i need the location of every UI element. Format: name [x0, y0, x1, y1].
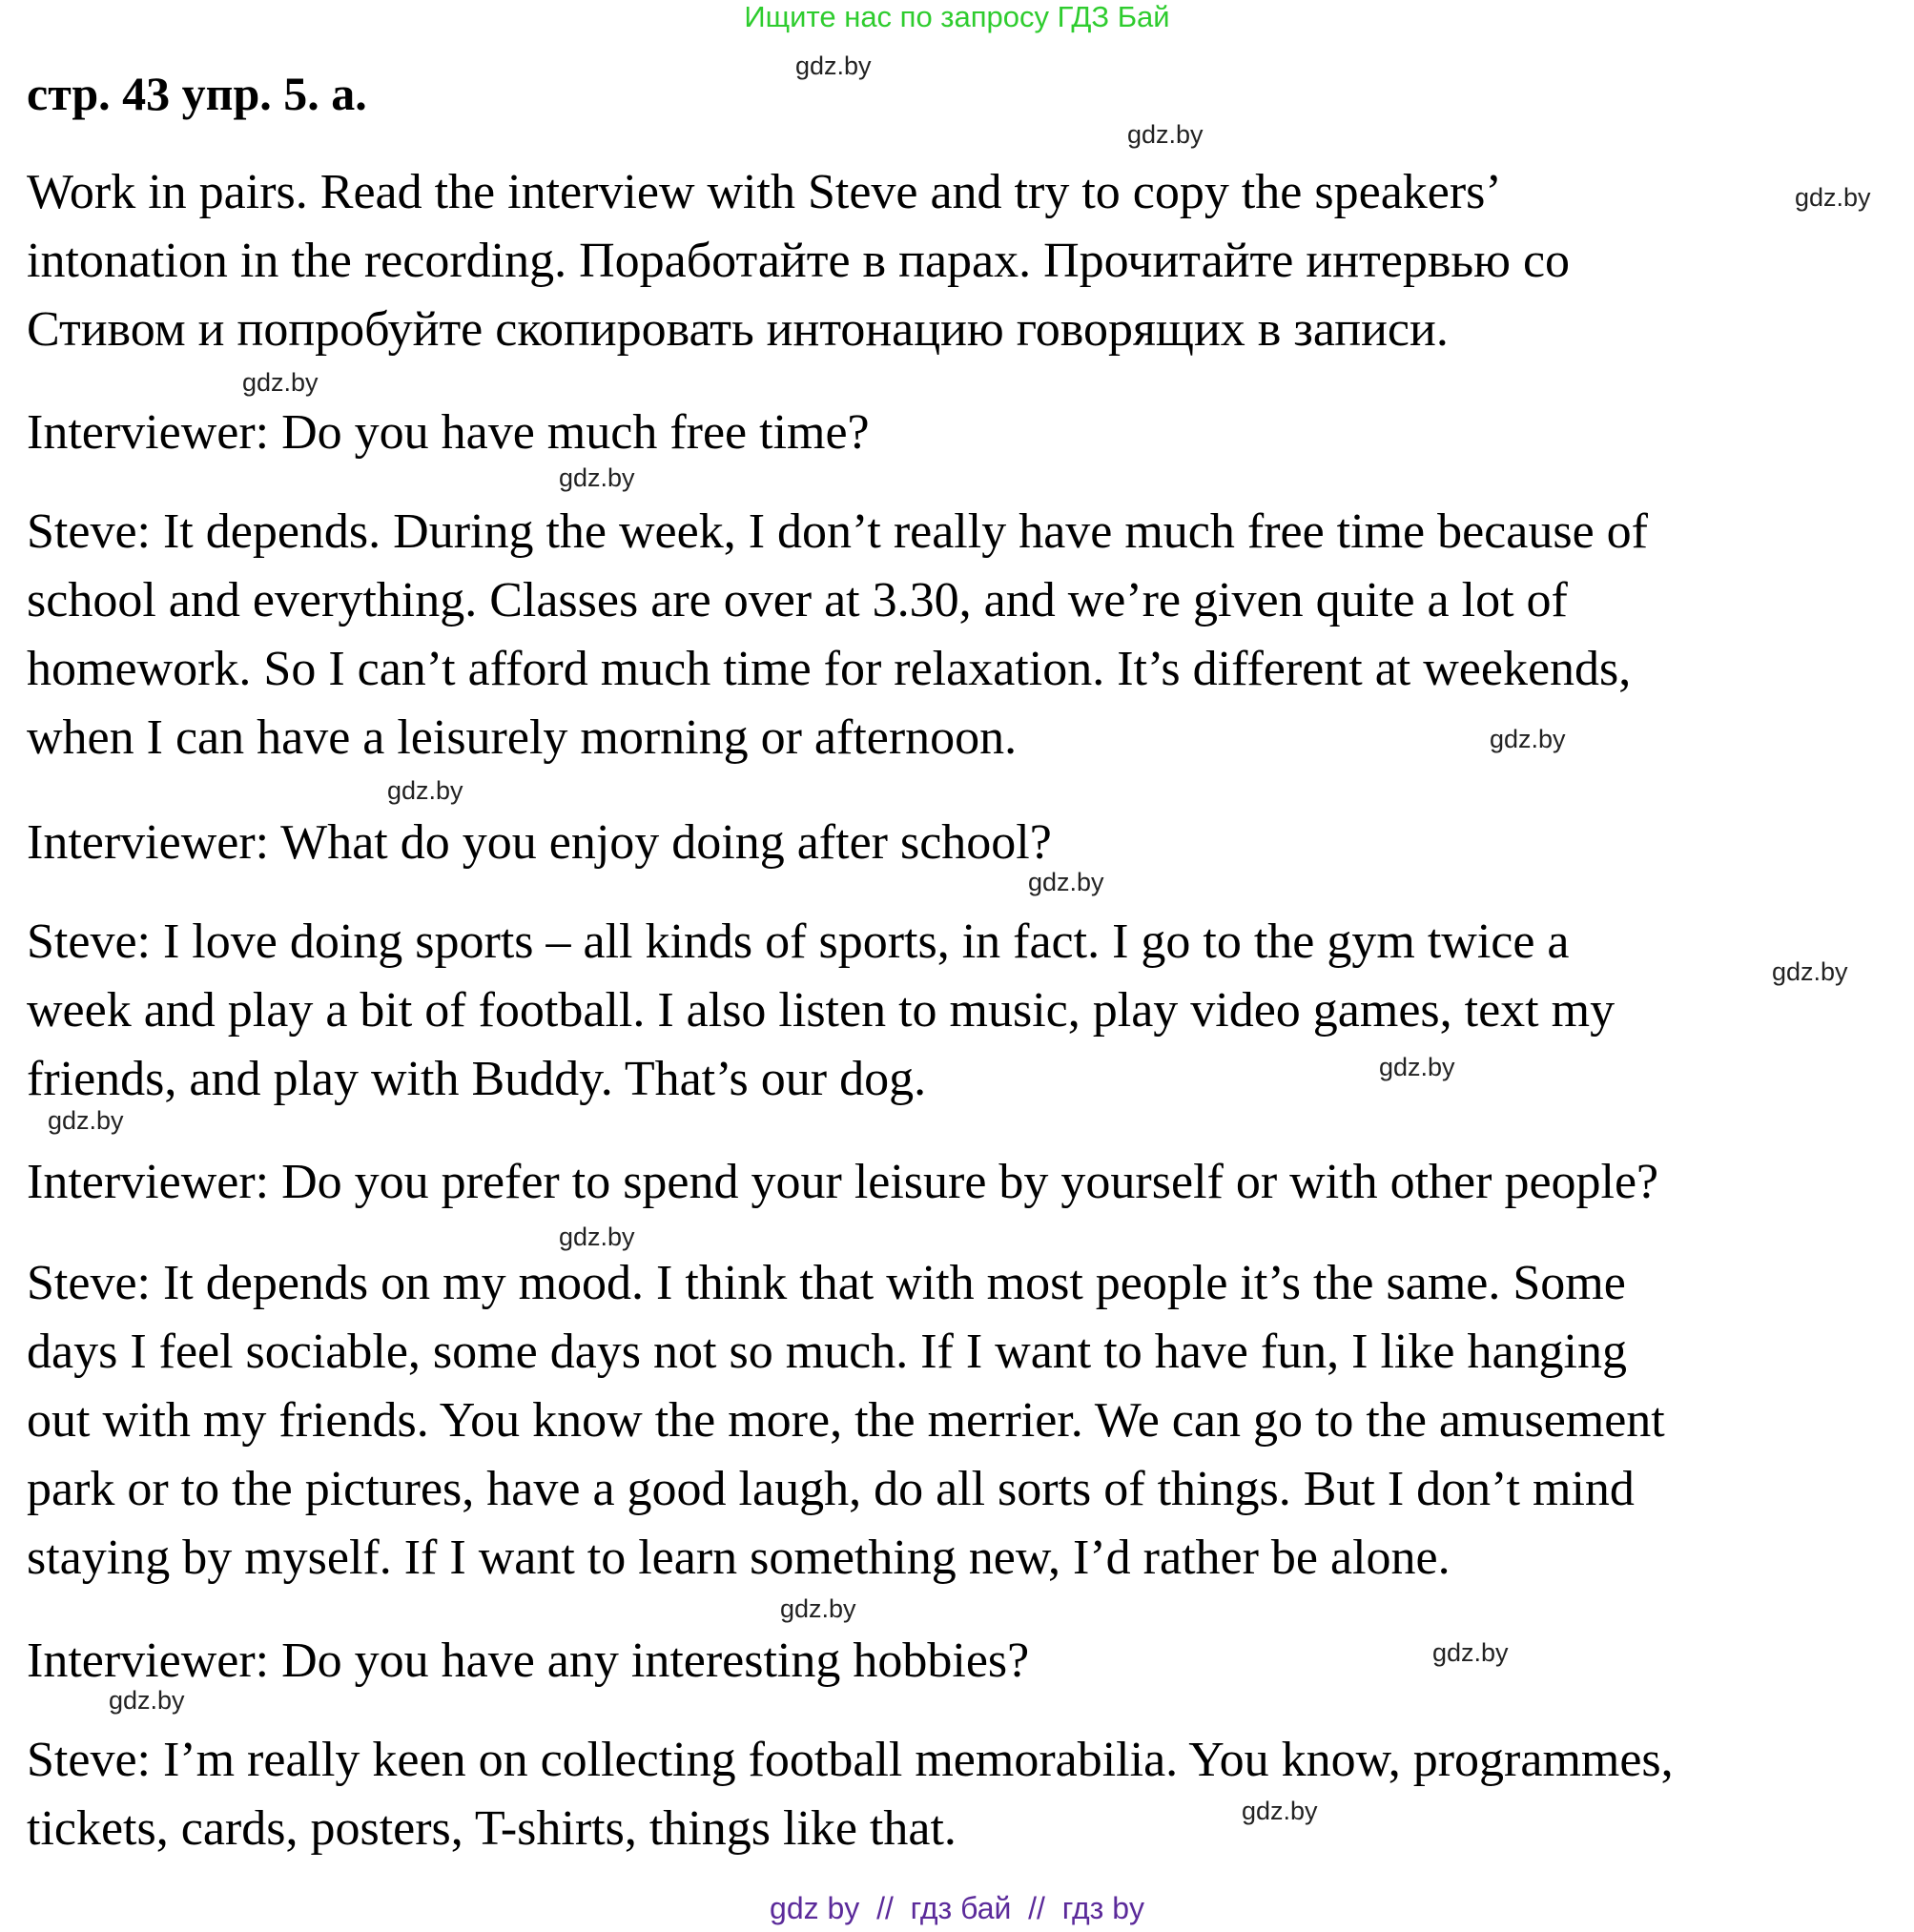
- dialogue-turn-steve: Steve: I love doing sports – all kinds of sports, in fact. I go to the gym twice a week and play a bit of football. I also listen to music, play video games, text my friends, and play with Buddy. That’s our dog.: [27, 915, 1616, 1106]
- watermark: gdz.by: [1432, 1638, 1509, 1667]
- watermark: gdz.by: [780, 1594, 856, 1623]
- watermark: gdz.by: [1772, 957, 1848, 986]
- dialogue-turn-interviewer: Interviewer: Do you prefer to spend your leisure by yourself or with other people?: [27, 1155, 1659, 1209]
- watermark: gdz.by: [559, 1223, 635, 1251]
- dialogue-turn-steve: Steve: I’m really keen on collecting football memorabilia. You know, programmes, tickets, cards, posters, T-shirts, things like that.: [27, 1733, 1674, 1856]
- top-banner: Ищите нас по запросу ГДЗ Бай: [744, 0, 1170, 33]
- task-instruction: Work in pairs. Read the interview with Steve and try to copy the speakers’ intonation in the recording. Поработайте в парах. Прочитайте интервью со Стивом и попробуйте скопировать интонацию говорящих в записи.: [27, 165, 1571, 357]
- watermark: gdz.by: [242, 368, 319, 397]
- watermark: gdz.by: [795, 51, 872, 80]
- footer-links: gdz by // гдз бай // гдз by: [770, 1891, 1144, 1925]
- dialogue-turn-steve: Steve: It depends. During the week, I don’t really have much free time because of school and everything. Classes are over at 3.30, and we’re given quite a lot of homework. So I can’t afford much time for relaxation. It’s different at weekends, when I can have a leisurely morning or afternoon.: [27, 504, 1648, 765]
- watermark: gdz.by: [48, 1106, 124, 1135]
- watermark: gdz.by: [1028, 868, 1104, 896]
- dialogue-turn-interviewer: Interviewer: Do you have any interesting hobbies?: [27, 1634, 1030, 1688]
- dialogue-turn-interviewer: Interviewer: Do you have much free time?: [27, 405, 870, 460]
- dialogue-turn-steve: Steve: It depends on my mood. I think that with most people it’s the same. Some days I feel sociable, some days not so much. If I want to have fun, I like hanging out with my friends. You know the more, the merrier. We can go to the amusement park or to the pictures, have a good laugh, do all sorts of things. But I don’t mind staying by myself. If I want to learn something new, I’d rather be alone.: [27, 1256, 1665, 1585]
- watermark: gdz.by: [559, 463, 635, 492]
- watermark: gdz.by: [387, 776, 463, 805]
- watermark: gdz.by: [1795, 183, 1871, 212]
- watermark: gdz.by: [109, 1686, 185, 1715]
- watermark: gdz.by: [1379, 1053, 1455, 1081]
- page-heading: стр. 43 упр. 5. а.: [27, 67, 367, 120]
- watermark: gdz.by: [1127, 120, 1204, 149]
- dialogue-turn-interviewer: Interviewer: What do you enjoy doing after school?: [27, 815, 1052, 870]
- watermark: gdz.by: [1490, 725, 1566, 753]
- watermark: gdz.by: [1242, 1797, 1318, 1825]
